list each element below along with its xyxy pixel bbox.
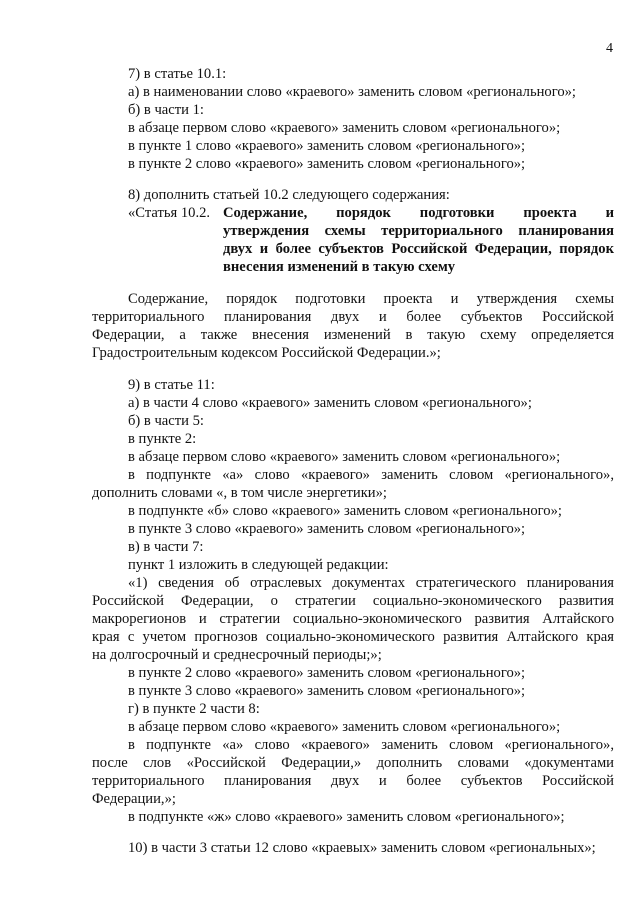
quote-line: края с учетом прогнозов социально-экономического развития Алтайского края [92,629,614,645]
item10-line: 10) в части 3 статьи 12 слово «краевых» заменить словом «региональных»; [128,840,596,856]
quote-line: «1) сведения об отраслевых документах стратегического планирования [128,575,614,591]
item9-line: в пункте 2 слово «краевого» заменить словом «регионального»; [128,665,526,681]
item9-line: пункт 1 изложить в следующей редакции: [128,557,389,573]
paragraph-line: после слов «Российской Федерации,» дополнить словами «документами [92,755,614,771]
item9-line: а) в части 4 слово «краевого» заменить словом «регионального»; [128,395,532,411]
article-heading-line: внесения изменений в такую схему [223,259,456,275]
item9-line: в подпункте «а» слово «краевого» заменить словом «регионального», [128,467,614,483]
quote-line: Российской Федерации, о стратегии социально-экономического развития [92,593,614,609]
item9-line: в подпункте «ж» слово «краевого» заменить словом «регионального»; [128,809,565,825]
item9-line: в) в части 7: [128,539,204,555]
item8-intro: 8) дополнить статьей 10.2 следующего содержания: [128,187,450,203]
item7-line: а) в наименовании слово «краевого» заменить словом «регионального»; [128,84,576,100]
article-heading-line: утверждения схемы территориального планирования [223,223,614,239]
item9-line: г) в пункте 2 части 8: [128,701,260,717]
item9-line: б) в части 5: [128,413,204,429]
page-number: 4 [606,41,613,56]
quote-line: на долгосрочный и среднесрочный периоды;»; [92,647,382,663]
item9-line: в абзаце первом слово «краевого» заменить словом «регионального»; [128,449,561,465]
item7-line: в пункте 2 слово «краевого» заменить словом «регионального»; [128,156,526,172]
item9-line: в подпункте «б» слово «краевого» заменить словом «регионального»; [128,503,562,519]
item9-line: в пункте 3 слово «краевого» заменить словом «регионального»; [128,521,526,537]
item7-line: б) в части 1: [128,102,204,118]
article-body-line: территориального планирования двух и более субъектов Российской [92,309,614,325]
item9-line: 9) в статье 11: [128,377,215,393]
item7-line: в абзаце первом слово «краевого» заменить словом «регионального»; [128,120,561,136]
item9-line: дополнить словами «, в том числе энергетики»; [92,485,387,501]
paragraph-line: территориального планирования двух и более субъектов Российской [92,773,614,789]
item7-line: в пункте 1 слово «краевого» заменить словом «регионального»; [128,138,526,154]
item9-line: в абзаце первом слово «краевого» заменить словом «регионального»; [128,719,561,735]
article-body-line: Содержание, порядок подготовки проекта и утверждения схемы [128,291,614,307]
article-heading-line: Содержание, порядок подготовки проекта и [223,205,614,221]
article-heading-line: двух и более субъектов Российской Федерации, порядок [223,241,614,257]
article-label: «Статья 10.2. [128,205,211,221]
paragraph-line: в подпункте «а» слово «краевого» заменить словом «регионального», [128,737,614,753]
item9-line: в пункте 2: [128,431,197,447]
item7-line: 7) в статье 10.1: [128,66,227,82]
article-body-line: Градостроительным кодексом Российской Федерации.»; [92,345,441,361]
quote-line: макрорегионов и стратегии социально-экономического развития Алтайского [92,611,614,627]
article-body-line: Федерации, а также внесения изменений в такую схему определяется [92,327,614,343]
paragraph-line: Федерации,»; [92,791,176,807]
item9-line: в пункте 3 слово «краевого» заменить словом «регионального»; [128,683,526,699]
